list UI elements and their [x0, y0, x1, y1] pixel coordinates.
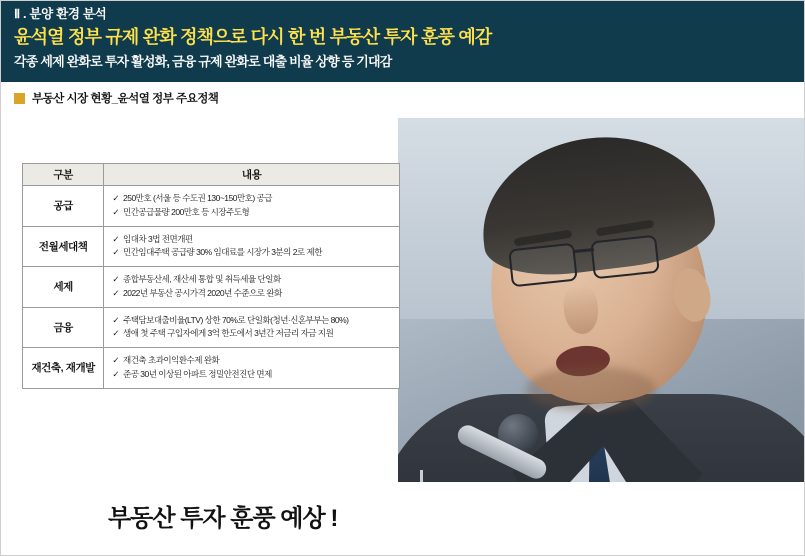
list-item-text: 2022년 부동산 공시가격 2020년 수준으로 완화 — [123, 287, 282, 298]
bullet-list — [112, 233, 391, 261]
square-bullet-icon — [14, 93, 25, 104]
photo-glasses-right-lens — [590, 235, 660, 280]
row-content — [104, 226, 400, 267]
section-heading-label: 부동산 시장 현황_윤석열 정부 주요정책 — [32, 93, 219, 105]
photo-glasses-left-lens — [508, 243, 578, 288]
list-item-text: 생애 첫 주택 구입자에게 3억 한도에서 3년간 저금리 자금 지원 — [123, 328, 334, 339]
list-item-text: 종합부동산세, 재산세 통합 및 취득세율 단일화 — [123, 274, 281, 285]
list-item-text: 주택담보대출비율(LTV) 상한 70%로 단일화(청년·신혼부부는 80%) — [123, 314, 349, 325]
bullet-list — [112, 354, 391, 382]
table-header-row — [23, 164, 400, 186]
row-content — [104, 267, 400, 308]
slide-header — [0, 0, 805, 82]
headline-text: 윤석열 정부 규제 완화 정책으로 다시 한 번 부동산 투자 훈풍 예감 — [14, 27, 492, 47]
column-header-category: 구분 — [23, 164, 104, 186]
check-icon: ✓ — [112, 328, 119, 339]
list-item-text: 민간공급물량 200만호 등 시장주도형 — [123, 206, 250, 217]
list-item — [112, 368, 391, 382]
list-item — [112, 192, 391, 206]
row-content — [104, 348, 400, 389]
list-item-text: 준공 30년 이상된 아파트 정밀안전진단 면제 — [123, 368, 272, 379]
bottom-banner — [0, 482, 805, 556]
check-icon: ✓ — [112, 314, 119, 325]
row-category: 전월세대책 — [23, 226, 104, 267]
table-row — [23, 267, 400, 308]
policy-table — [22, 163, 400, 389]
bullet-list — [112, 192, 391, 220]
list-item — [112, 233, 391, 247]
list-item — [112, 354, 391, 368]
check-icon: ✓ — [112, 247, 119, 258]
row-category: 세제 — [23, 267, 104, 308]
check-icon: ✓ — [112, 193, 119, 203]
list-item-text: 재건축 초과이익환수제 완화 — [123, 355, 220, 366]
table-row — [23, 348, 400, 389]
list-item — [112, 327, 391, 341]
row-category: 공급 — [23, 186, 104, 227]
subheadline-text: 각종 세제 완화로 투자 활성화, 금융 규제 완화로 대출 비율 상향 등 기대감 — [14, 53, 392, 69]
column-header-content: 내용 — [104, 164, 400, 186]
chapter-label: Ⅱ . 분양 환경 분석 — [14, 7, 107, 21]
list-item-text: 임대차 3법 전면개편 — [123, 233, 193, 244]
bullet-list — [112, 314, 391, 342]
row-category: 금융 — [23, 307, 104, 348]
photo-chin-shadow — [526, 366, 656, 412]
bullet-list — [112, 273, 391, 301]
row-category: 재건축, 재개발 — [23, 348, 104, 389]
list-item-text: 민간임대주택 공급량 30% 임대료를 시장가 3분의 2로 제한 — [123, 247, 322, 258]
check-icon: ✓ — [112, 206, 119, 217]
list-item — [112, 314, 391, 328]
table-header — [23, 164, 400, 186]
check-icon: ✓ — [112, 274, 119, 285]
table-row — [23, 226, 400, 267]
bottom-tagline: 부동산 투자 훈풍 예상 ! — [108, 505, 338, 532]
section-heading — [14, 90, 218, 106]
list-item-text: 250만호 (서울 등 수도권 130~150만호) 공급 — [123, 193, 273, 203]
check-icon: ✓ — [112, 368, 119, 379]
row-content — [104, 186, 400, 227]
check-icon: ✓ — [112, 233, 119, 244]
table-row — [23, 186, 400, 227]
list-item — [112, 287, 391, 301]
table-row — [23, 307, 400, 348]
table-body — [23, 186, 400, 389]
list-item — [112, 273, 391, 287]
check-icon: ✓ — [112, 355, 119, 366]
check-icon: ✓ — [112, 287, 119, 298]
row-content — [104, 307, 400, 348]
list-item — [112, 206, 391, 220]
list-item — [112, 246, 391, 260]
